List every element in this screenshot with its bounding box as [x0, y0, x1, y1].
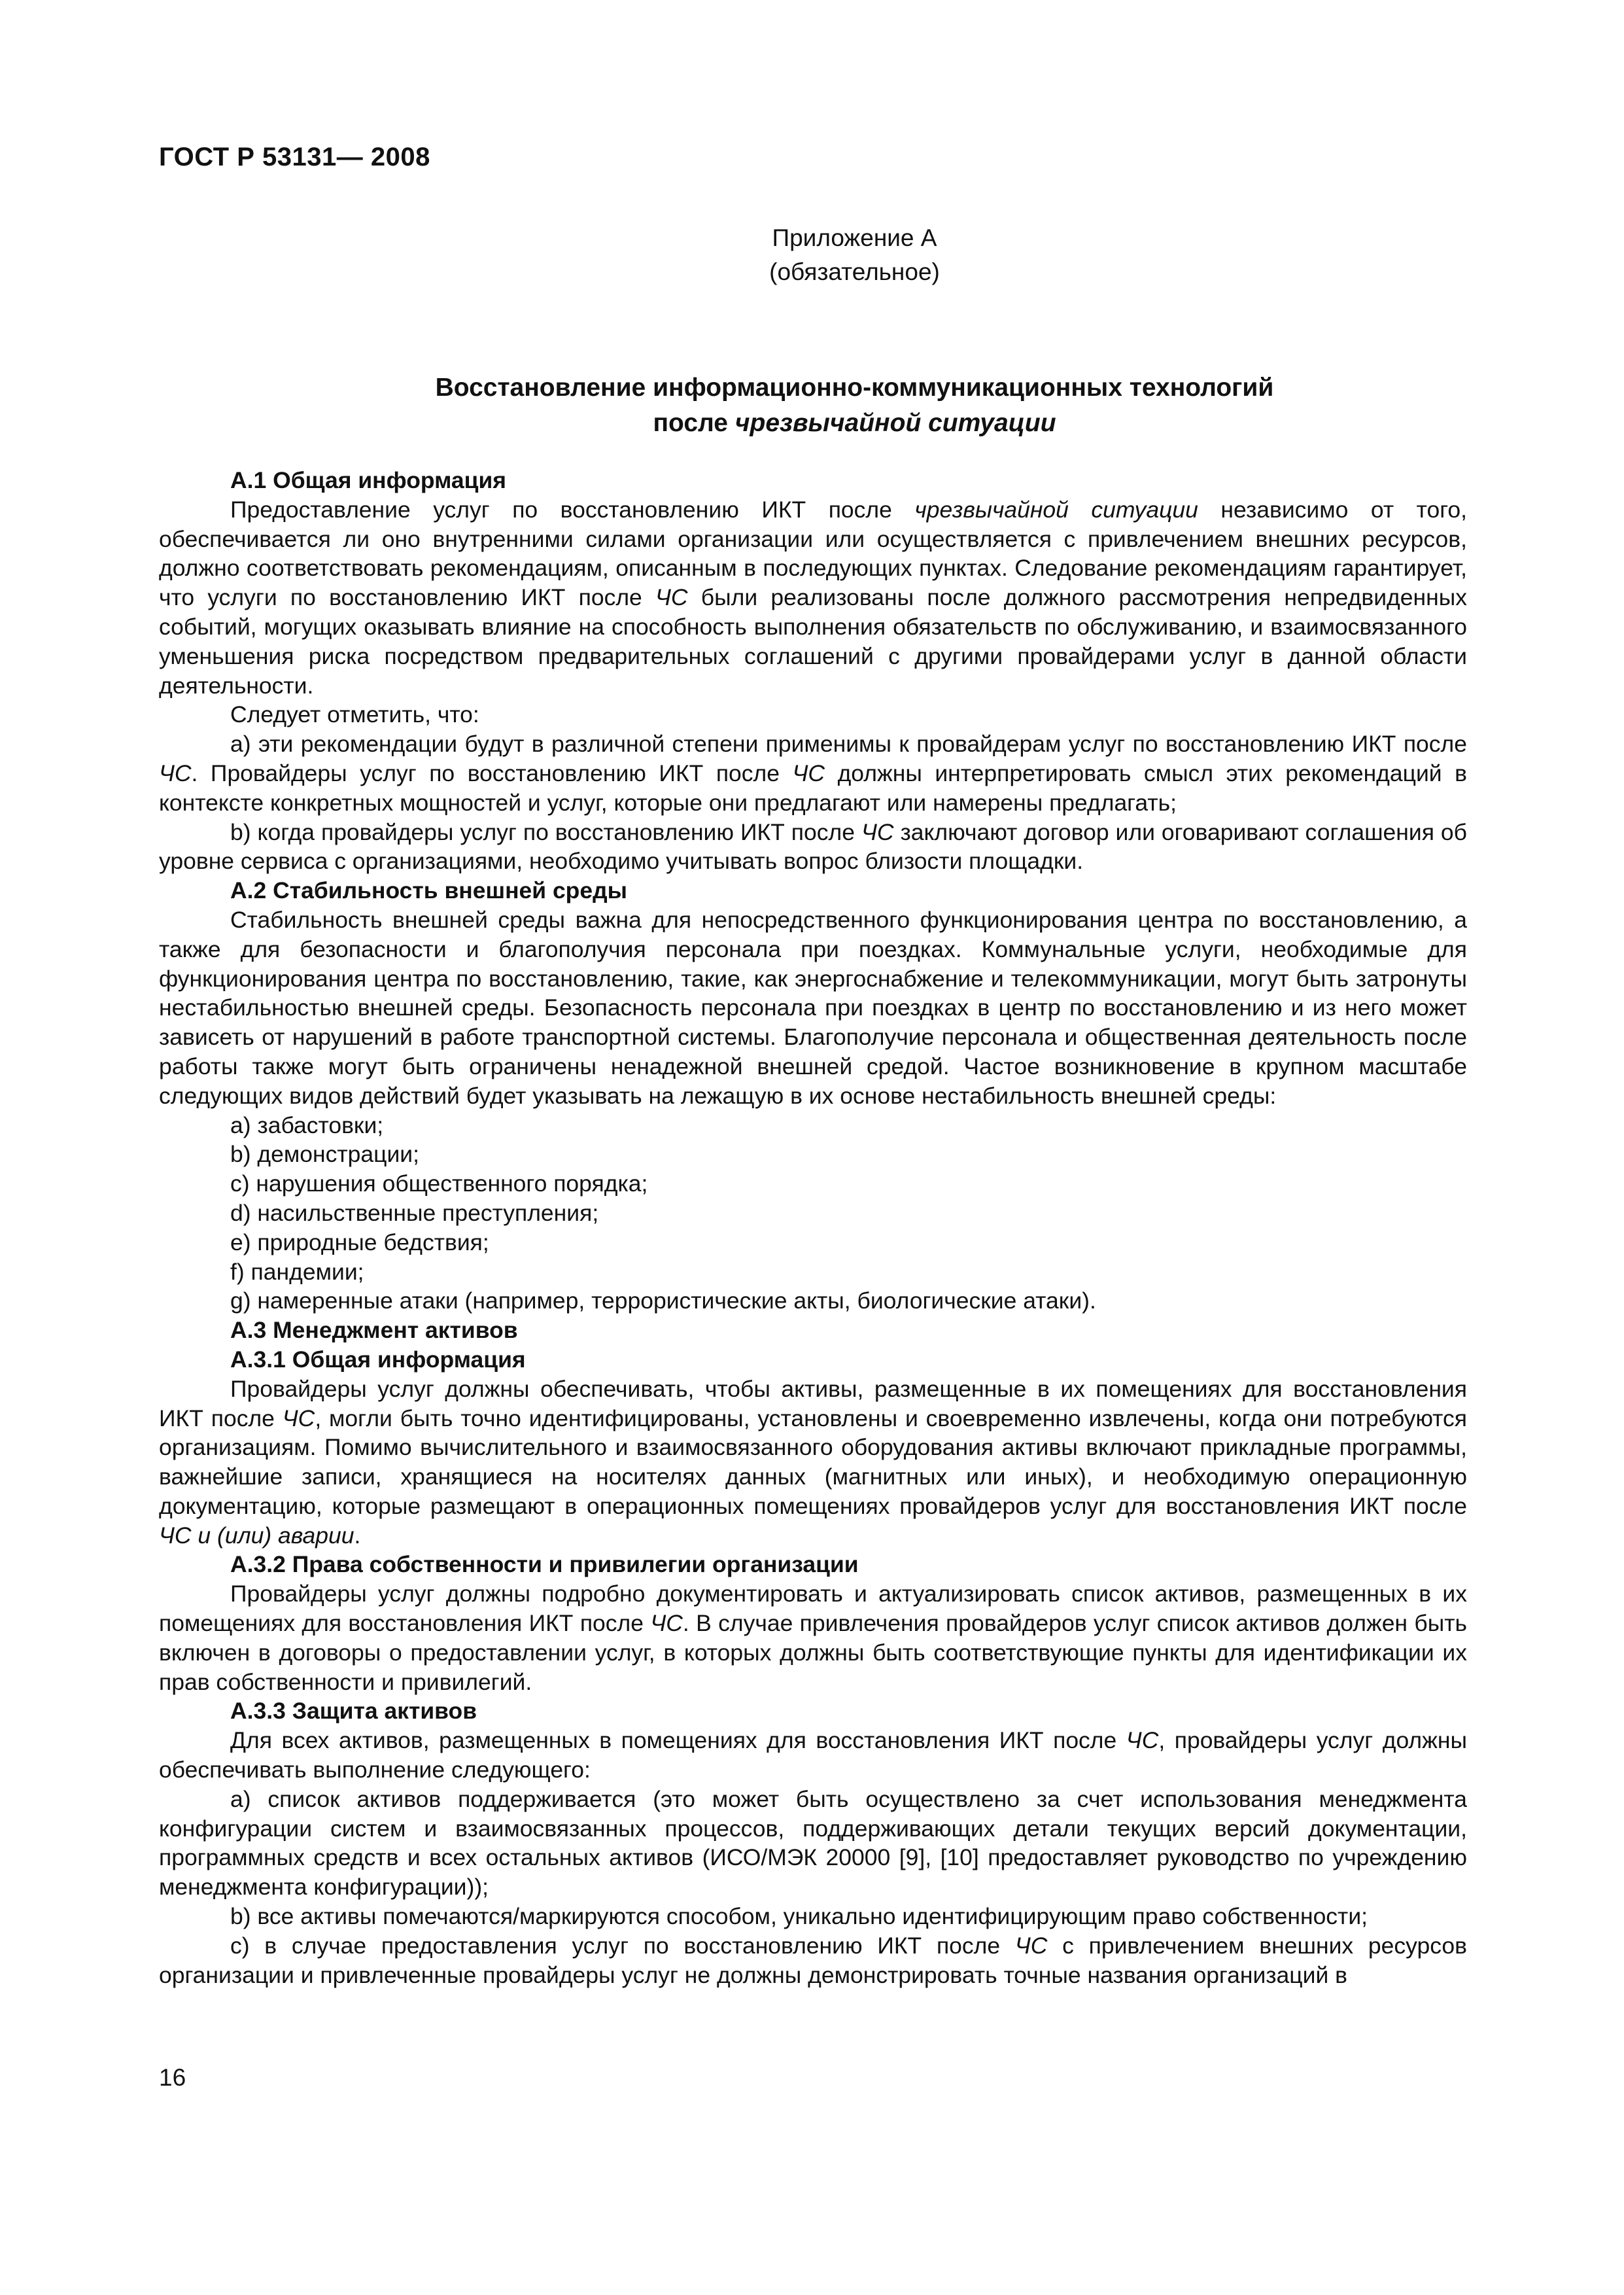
paragraph: Предоставление услуг по восстановлению ИКТ после чрезвычайной ситуации независимо от того, обеспечивается ли оно внутренними силами организации или осуществляется с привлечением внешних ресурсов, должно соответствовать рекомендациям, описанным в последующих пунктах. Следование рекомендациям гарантирует, что услуги по восстановлению ИКТ после ЧС были реализованы после должного рассмотрения непредвиденных событий, могущих оказывать влияние на способность выполнения обязательств по обслуживанию, и взаимосвязанного уменьшения риска посредством предварительных соглашений с другими провайдерами услуг в данной области деятельности. [159, 496, 1467, 699]
list-item: d) насильственные преступления; [230, 1199, 599, 1226]
paragraph: Провайдеры услуг должны подробно документировать и актуализировать список активов, размещенных в их помещениях для восстановления ИКТ после ЧС. В случае привлечения провайдеров услуг список активов должен быть включен в договоры о предоставлении услуг, в которых должны быть соответствующие пункты для идентификации их прав собственности и привилегий. [159, 1581, 1467, 1695]
appendix-label [0, 221, 1624, 289]
section-title [0, 370, 1624, 441]
heading-a3-3: А.3.3 Защита активов [230, 1698, 477, 1725]
list-item: с) в случае предоставления услуг по восстановлению ИКТ после ЧС с привлечением внешних ресурсов организации и привлеченные провайдеры услуг не должны демонстрировать точные названия организаций в [159, 1932, 1467, 1988]
title-line-2: после чрезвычайной ситуации [653, 409, 1056, 437]
heading-a3-2: А.3.2 Права собственности и привилегии организации [230, 1551, 859, 1578]
document-header: ГОСТ Р 53131— 2008 [159, 143, 430, 171]
heading-a1: А.1 Общая информация [230, 467, 507, 493]
list-item: b) когда провайдеры услуг по восстановлению ИКТ после ЧС заключают договор или оговаривают соглашения об уровне сервиса с организациями, необходимо учитывать вопрос близости площадки. [159, 818, 1467, 875]
paragraph: Следует отметить, что: [230, 701, 479, 728]
heading-a3-1: А.3.1 Общая информация [230, 1346, 526, 1373]
heading-a3: А.3 Менеджмент активов [230, 1317, 518, 1344]
paragraph: Провайдеры услуг должны обеспечивать, чтобы активы, размещенные в их помещениях для восстановления ИКТ после ЧС, могли быть точно идентифицированы, установлены и своевременно извлечены, когда они потребуются организациям. Помимо вычислительного и взаимосвязанного оборудования активы включают прикладные программы, важнейшие записи, хранящиеся на носителях данных (магнитных или иных), и необходимую операционную документацию, которые размещают в операционных помещениях провайдеров услуг для восстановления ИКТ после ЧС и (или) аварии. [159, 1375, 1467, 1549]
heading-a2: А.2 Стабильность внешней среды [230, 877, 627, 904]
appendix-title: Приложение А [772, 224, 937, 251]
page-number: 16 [159, 2064, 186, 2091]
list-item: а) забастовки; [230, 1112, 384, 1138]
list-item: е) природные бедствия; [230, 1229, 489, 1255]
appendix-status: (обязательное) [769, 258, 940, 285]
list-item: f) пандемии; [230, 1258, 364, 1285]
list-item: b) демонстрации; [230, 1141, 419, 1168]
paragraph: Для всех активов, размещенных в помещениях для восстановления ИКТ после ЧС, провайдеры услуг должны обеспечивать выполнение следующего: [159, 1727, 1467, 1783]
document-body [159, 466, 1467, 1989]
list-item: с) нарушения общественного порядка; [230, 1170, 648, 1197]
paragraph: Стабильность внешней среды важна для непосредственного функционирования центра по восстановлению, а также для безопасности и благополучия персонала при поездках. Коммунальные услуги, необходимые для функционирования центра по восстановлению, такие, как энергоснабжение и телекоммуникации, могут быть затронуты нестабильностью внешней среды. Безопасность персонала при поездках в центр по восстановлению и из него может зависеть от нарушений в работе транспортной системы. Благополучие персонала и общественная деятельность после работы также могут быть ограничены ненадежной внешней средой. Частое возникновение в крупном масштабе следующих видов действий будет указывать на лежащую в их основе нестабильность внешней среды: [159, 906, 1467, 1109]
list-item: g) намеренные атаки (например, террористические акты, биологические атаки). [230, 1288, 1096, 1314]
list-item: а) список активов поддерживается (это может быть осуществлено за счет использования менеджмента конфигурации систем и взаимосвязанных процессов, поддерживающих детали текущих версий документации, программных средств и всех остальных активов (ИСО/МЭК 20000 [9], [10] предоставляет руководство по учреждению менеджмента конфигурации)); [159, 1785, 1467, 1901]
title-line-1: Восстановление информационно-коммуникационных технологий [435, 374, 1274, 402]
list-item: b) все активы помечаются/маркируются способом, уникально идентифицирующим право собственности; [230, 1903, 1368, 1930]
list-item: а) эти рекомендации будут в различной степени применимы к провайдерам услуг по восстановлению ИКТ после ЧС. Провайдеры услуг по восстановлению ИКТ после ЧС должны интерпретировать смысл этих рекомендаций в контексте конкретных мощностей и услуг, которые они предлагают или намерены предлагать; [159, 731, 1467, 816]
